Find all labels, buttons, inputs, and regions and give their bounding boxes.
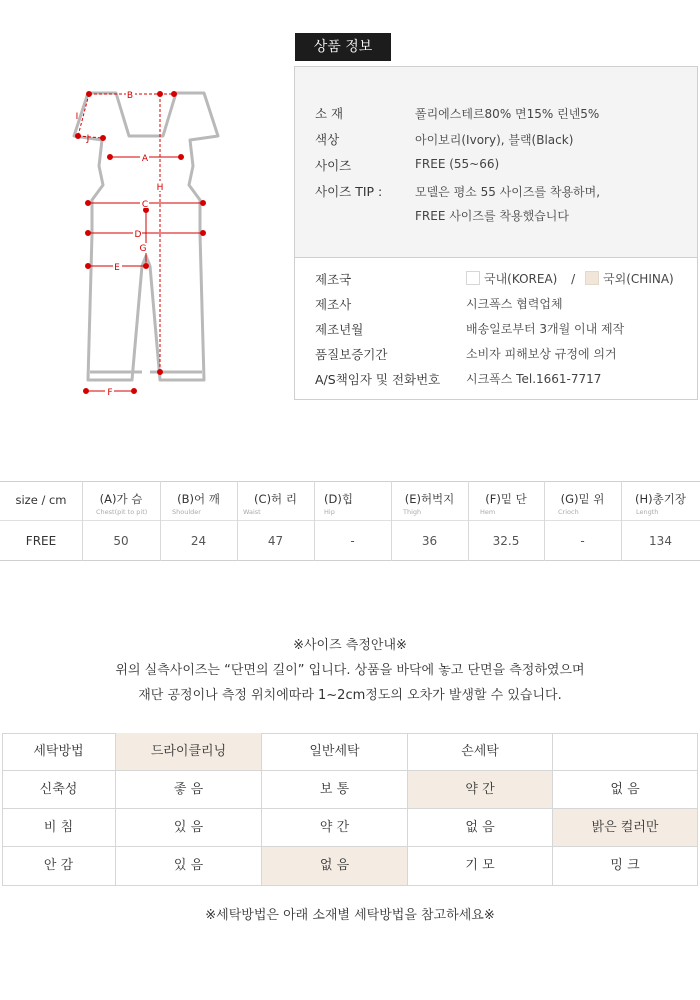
origin-label: 제조국 bbox=[315, 272, 352, 287]
jumpsuit-measure-diagram bbox=[60, 80, 230, 400]
product-info-tab: 상품 정보 bbox=[295, 33, 391, 61]
label-e: E bbox=[114, 263, 120, 273]
size-notice-title: ※사이즈 측정안내※ bbox=[293, 638, 407, 653]
wash-empty bbox=[553, 733, 698, 771]
domestic-checkbox-icon bbox=[466, 271, 480, 285]
size-value-hip: - bbox=[350, 534, 355, 548]
size-col-crotch: (G)밑 위 Crioch bbox=[558, 492, 605, 516]
size-value-chest: 50 bbox=[113, 534, 129, 548]
size-col-hip: (D)힙 Hip bbox=[324, 492, 353, 516]
label-a: A bbox=[141, 154, 149, 164]
size-value-thigh: 36 bbox=[421, 534, 438, 548]
label-c: C bbox=[141, 200, 149, 210]
sheer-yes: 있 음 bbox=[116, 809, 262, 847]
wash-hand: 손세탁 bbox=[408, 733, 553, 771]
stretch-good: 좋 음 bbox=[116, 771, 262, 809]
as-contact-value: 시크폭스 Tel.1661-7717 bbox=[466, 372, 602, 386]
size-col-chest: (A)가 슴 Chest(pit to pit) bbox=[96, 492, 148, 516]
wash-care-table bbox=[2, 733, 698, 887]
material-label: 소 재 bbox=[315, 106, 344, 121]
size-col-thigh: (E)허벅지 Thigh bbox=[403, 492, 455, 516]
as-contact-label: A/S책임자 및 전화번호 bbox=[315, 372, 441, 387]
label-b: B bbox=[126, 91, 134, 101]
stretch-slight: 약 간 bbox=[408, 771, 553, 809]
size-value-waist: 47 bbox=[267, 534, 284, 548]
origin-foreign: 국외(CHINA) bbox=[603, 272, 674, 286]
manufacturer-value: 시크폭스 협력업체 bbox=[466, 297, 563, 311]
lining-yes: 있 음 bbox=[116, 847, 262, 886]
color-value: 아이보리(Ivory), 블랙(Black) bbox=[415, 133, 574, 147]
stretch-header: 신축성 bbox=[2, 771, 116, 809]
sheer-slight: 약 간 bbox=[262, 809, 408, 847]
lining-brushed: 기 모 bbox=[408, 847, 553, 886]
size-col-length: (H)총기장 Length bbox=[635, 492, 686, 516]
wash-dry-cleaning: 드라이클리닝 bbox=[116, 733, 262, 771]
size-col-shoulder: (B)어 깨 Shoulder bbox=[172, 492, 220, 516]
size-value: FREE (55~66) bbox=[415, 157, 500, 171]
foreign-checkbox-icon bbox=[585, 271, 599, 285]
wash-normal: 일반세탁 bbox=[262, 733, 408, 771]
color-label: 색상 bbox=[315, 132, 340, 147]
size-table bbox=[0, 481, 700, 561]
size-value-hem: 32.5 bbox=[492, 534, 520, 548]
material-value: 폴리에스테르80% 면15% 린넨5% bbox=[415, 107, 600, 121]
label-j: J bbox=[86, 134, 90, 144]
origin-value bbox=[466, 270, 674, 287]
lining-mink: 밍 크 bbox=[553, 847, 698, 886]
label-g: G bbox=[139, 244, 147, 254]
manufacture-date-value: 배송일로부터 3개월 이내 제작 bbox=[466, 322, 625, 336]
warranty-label: 품질보증기간 bbox=[315, 347, 388, 362]
origin-domestic: 국내(KOREA) bbox=[484, 272, 558, 286]
lining-none: 없 음 bbox=[262, 847, 408, 886]
size-tip-label: 사이즈 TIP : bbox=[315, 184, 383, 199]
size-tip-value: 모델은 평소 55 사이즈를 착용하며, bbox=[415, 185, 601, 199]
sheer-none: 없 음 bbox=[408, 809, 553, 847]
size-value-length: 134 bbox=[649, 534, 672, 548]
manufacturer-label: 제조사 bbox=[315, 297, 352, 312]
size-row-label: FREE bbox=[25, 534, 57, 548]
sheer-bright-only: 밝은 컬러만 bbox=[553, 809, 698, 847]
lining-header: 안 감 bbox=[2, 847, 116, 886]
label-i: I bbox=[75, 112, 79, 122]
label-h: H bbox=[156, 183, 164, 193]
size-table-corner: size / cm bbox=[15, 493, 67, 507]
label-f: F bbox=[107, 388, 113, 398]
size-notice-line2: 재단 공정이나 측정 위치에따라 1~2cm정도의 오차가 발생할 수 있습니다. bbox=[138, 688, 562, 703]
size-value-crotch: - bbox=[580, 534, 585, 548]
stretch-none: 없 음 bbox=[553, 771, 698, 809]
size-tip-value-line2: FREE 사이즈를 착용했습니다 bbox=[415, 209, 569, 223]
size-col-waist: (C)허 리 Waist bbox=[243, 492, 297, 516]
size-notice-line1: 위의 실측사이즈는 “단면의 길이” 입니다. 상품을 바닥에 놓고 단면을 측정하였으며 bbox=[115, 663, 585, 678]
size-value-shoulder: 24 bbox=[190, 534, 207, 548]
wash-footer-notice: ※세탁방법은 아래 소재별 세탁방법을 참고하세요※ bbox=[205, 908, 495, 923]
label-d: D bbox=[134, 230, 142, 240]
sheer-header: 비 침 bbox=[2, 809, 116, 847]
wash-method-header: 세탁방법 bbox=[2, 733, 116, 771]
origin-separator: / bbox=[571, 272, 576, 286]
size-label: 사이즈 bbox=[315, 158, 352, 173]
size-col-hem: (F)밑 단 Hem bbox=[480, 492, 527, 516]
manufacture-date-label: 제조년월 bbox=[315, 322, 364, 337]
stretch-normal: 보 통 bbox=[262, 771, 408, 809]
warranty-value: 소비자 피해보상 규정에 의거 bbox=[466, 347, 617, 361]
